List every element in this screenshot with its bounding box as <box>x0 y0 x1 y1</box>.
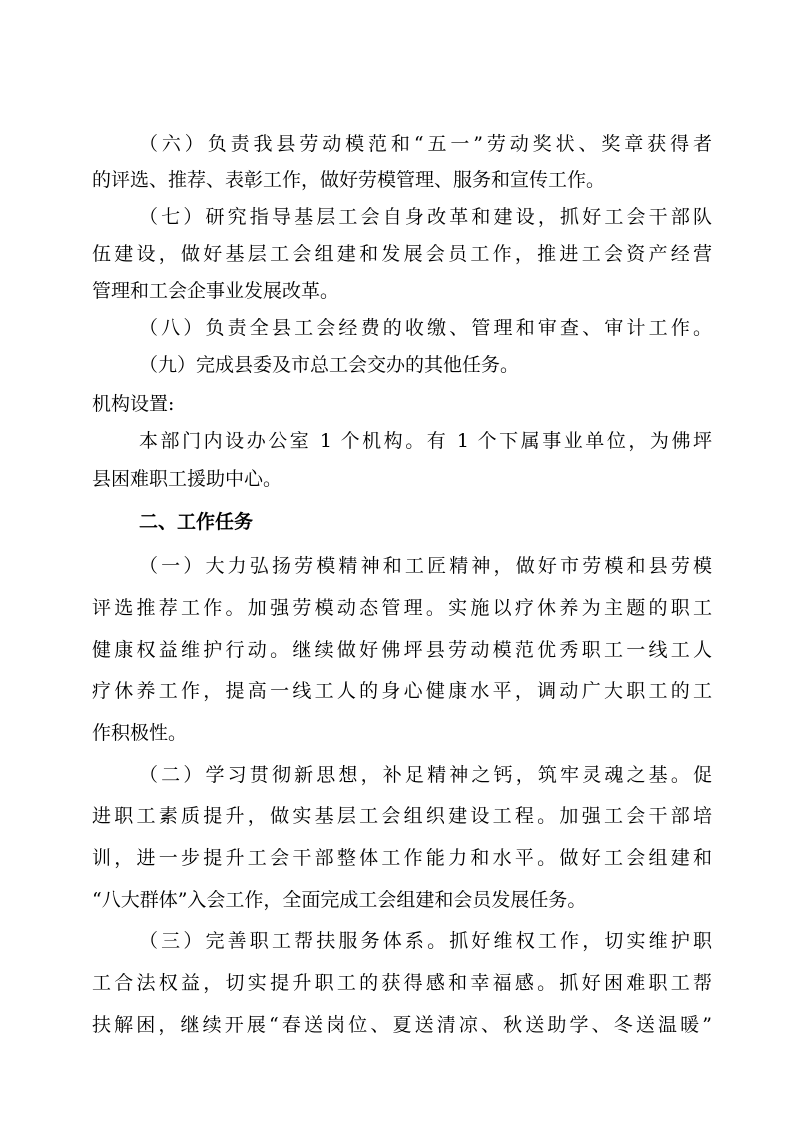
paragraph-line: 扶解困，继续开展“春送岗位、夏送清凉、秋送助学、冬送温暖” <box>92 1014 712 1036</box>
paragraph-line: 健康权益维护行动。继续做好佛坪县劳动模范优秀职工一线工人 <box>92 639 712 661</box>
paragraph-line: （二）学习贯彻新思想，补足精神之钙，筑牢灵魂之基。促 <box>139 764 712 786</box>
paragraph-line: （九）完成县委及市总工会交办的其他任务。 <box>139 354 520 376</box>
paragraph-line: （三）完善职工帮扶服务体系。抓好维权工作，切实维护职 <box>139 930 712 952</box>
paragraph-line: 县困难职工援助中心。 <box>92 468 283 490</box>
section-label: 机构设置: <box>92 393 175 415</box>
paragraph-line: （八）负责全县工会经费的收缴、管理和审查、审计工作。 <box>139 317 712 339</box>
paragraph-line: 进职工素质提升，做实基层工会组织建设工程。加强工会干部培 <box>92 805 712 827</box>
paragraph-line: 作积极性。 <box>92 722 188 744</box>
paragraph-line: 工合法权益，切实提升职工的获得感和幸福感。抓好困难职工帮 <box>92 972 712 994</box>
paragraph-line: 评选推荐工作。加强劳模动态管理。实施以疗休养为主题的职工 <box>92 597 712 619</box>
paragraph-line: （六）负责我县劳动模范和“五一”劳动奖状、奖章获得者 <box>139 133 712 155</box>
paragraph-line: （一）大力弘扬劳模精神和工匠精神，做好市劳模和县劳模 <box>139 555 712 577</box>
paragraph-line: 伍建设，做好基层工会组建和发展会员工作，推进工会资产经营 <box>92 243 712 265</box>
paragraph-line: 管理和工会企事业发展改革。 <box>92 280 340 302</box>
paragraph-line: 的评选、推荐、表彰工作，做好劳模管理、服务和宣传工作。 <box>92 169 606 191</box>
section-heading: 二、工作任务 <box>139 511 254 533</box>
paragraph-line: 疗休养工作，提高一线工人的身心健康水平，调动广大职工的工 <box>92 680 712 702</box>
paragraph-line: （七）研究指导基层工会自身改革和建设，抓好工会干部队 <box>139 206 712 228</box>
paragraph-line: 本部门内设办公室 1 个机构。有 1 个下属事业单位，为佛坪 <box>139 430 712 452</box>
paragraph-line: “八大群体”入会工作，全面完成工会组建和会员发展任务。 <box>92 889 587 911</box>
paragraph-line: 训，进一步提升工会干部整体工作能力和水平。做好工会组建和 <box>92 847 712 869</box>
